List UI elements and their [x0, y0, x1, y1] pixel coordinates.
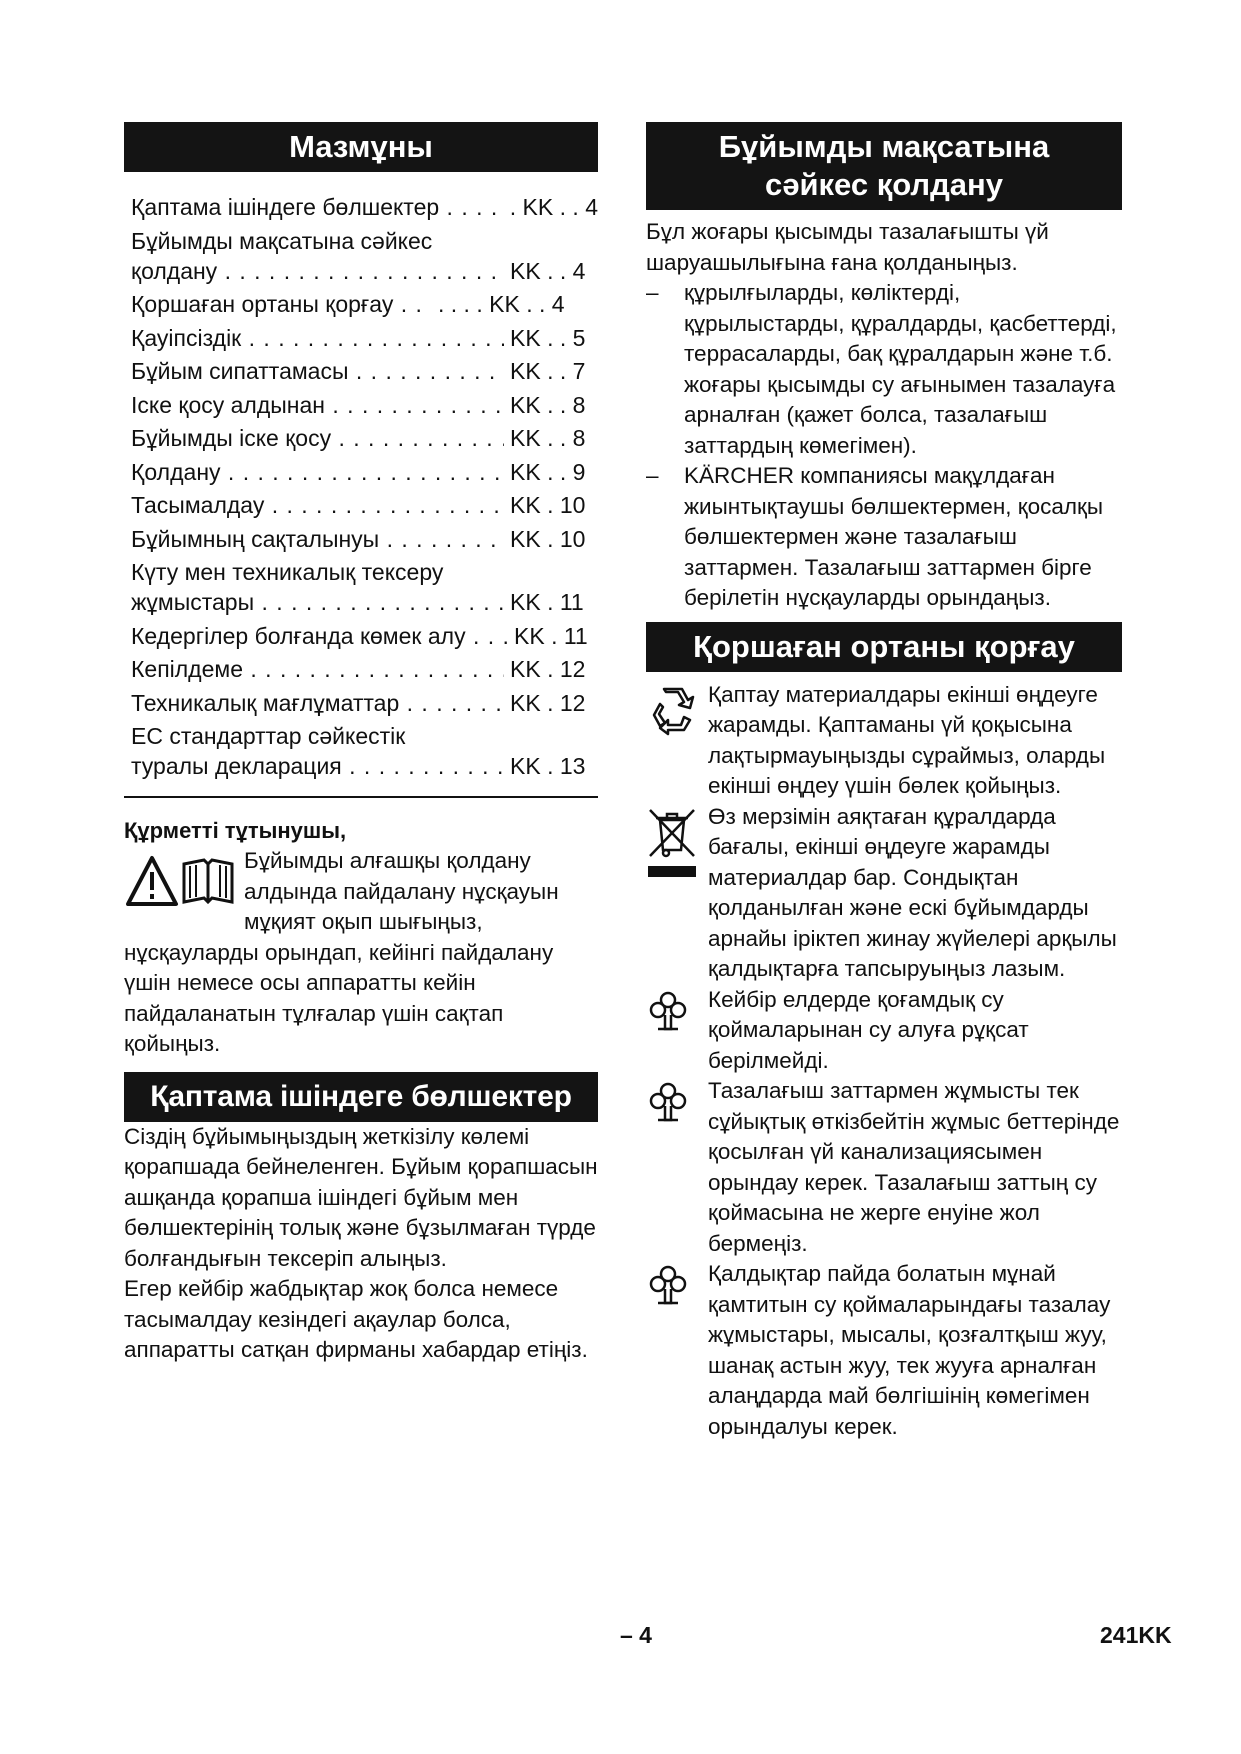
- env-item-weee: Өз мерзімін аяқтаған құралдарда бағалы, екінші өңдеуге жарамды материалдар бар. Сондықтан қолданылған және ескі бұйымдарды арнайы іріктеп жинау жүйелері арқылы қалдықтарға тапсыруыңыз лазым.: [646, 802, 1122, 985]
- toc-item[interactable]: Тасымалдау . . . KK . 10: [131, 490, 598, 520]
- left-column: [124, 122, 598, 1366]
- intro-block: [124, 846, 598, 1060]
- toc-item[interactable]: Бұйым сипаттамасы . . . KK . . 7: [131, 356, 598, 386]
- recycle-icon: [646, 684, 698, 736]
- warning-manual-icon: [124, 850, 238, 910]
- toc-item[interactable]: Қаптама ішіндеге бөлшектер . . . . KK . . 4: [131, 192, 598, 222]
- tree-icon: [646, 1080, 690, 1124]
- tree-icon: [646, 1263, 690, 1307]
- toc-item[interactable]: Техникалық мағлұматтар . . . KK . 12: [131, 688, 598, 718]
- intended-use-heading: Бұйымды мақсатына сәйкес қолдану: [646, 122, 1122, 210]
- toc-item[interactable]: ЕС стандарттар сәйкестік туралы декларация . . . KK . 13: [131, 721, 598, 781]
- toc-item[interactable]: Кедергілер болғанда көмек алу . . . KK . 11: [131, 621, 598, 651]
- toc-item[interactable]: Қауіпсіздік . . . KK . . 5: [131, 323, 598, 353]
- intro-text: Бұйымды алғашқы қолдану алдында пайдалану нұсқауын мұқият оқып шығыңыз, нұсқауларды орындап, кейінгі пайдалану үшін немесе осы аппаратты кейін пайдаланатын тұлғалар үшін сақтап қойыңыз.: [124, 848, 559, 1056]
- toc-item[interactable]: Іске қосу алдынан . . . KK . . 8: [131, 390, 598, 420]
- right-column: [646, 122, 1122, 1442]
- toc-item[interactable]: Қолдану . . . KK . . 9: [131, 457, 598, 487]
- divider: [124, 796, 598, 798]
- tree-icon: [646, 989, 690, 1033]
- greeting: Құрметті тұтынушы,: [124, 818, 347, 843]
- environment-heading: Қоршаған ортаны қорғау: [646, 622, 1122, 672]
- toc-heading: Мазмұны: [124, 122, 598, 172]
- list-item: – KÄRCHER компаниясы мақұлдаған жиынтықтаушы бөлшектермен, қосалқы бөлшектермен және тазалағыш заттармен. Тазалағыш заттармен бірге берілетін нұсқауларды орындаңыз.: [646, 463, 1104, 610]
- package-paragraph: Сіздің бұйымыңыздың жеткізілу көлемі қорапшада бейнеленген. Бұйым қорапшасын ашқанда қорапша ішіндегі бұйым мен бөлшектерінің толық және бұзылмаған түрде болғандығын тексеріп алыңыз.: [124, 1123, 598, 1271]
- toc-item[interactable]: Қоршаған ортаны қорғау . . . . . . . KK . . 4: [131, 289, 598, 319]
- toc-item[interactable]: Күту мен техникалық тексеру жұмыстары . . . KK . 11: [131, 557, 598, 617]
- env-item-detergent: Тазалағыш заттармен жұмысты тек сұйықтық өткізбейтін жұмыс беттерінде қосылған үй канализациясымен орындау керек. Тазалағыш заттың су қоймасына не жерге енуіне жол бермеңіз.: [646, 1076, 1122, 1259]
- list-item: – құрылғыларды, көліктерді, құрылыстарды, құралдарды, қасбеттерді, террасаларды, бақ құралдарын және т.б. жоғары қысымды су ағынымен тазалауға арналған (қажет болса, тазалағыш заттардың көмегімен).: [646, 280, 1117, 458]
- package-heading: Қаптама ішіндеге бөлшектер: [124, 1072, 598, 1122]
- toc-item[interactable]: Бұйымды іске қосу . . . KK . . 8: [131, 423, 598, 453]
- page-number: – 4: [620, 1622, 652, 1648]
- toc-item[interactable]: Кепілдеме . . . KK . 12: [131, 654, 598, 684]
- env-item-oil: Қалдықтар пайда болатын мұнай қамтитын су қоймаларындағы тазалау жұмыстары, мысалы, қозғалтқыш жуу, шанақ астын жуу, тек жууға арналған алаңдарда май бөлгішінің көмегімен орындалуы керек.: [646, 1259, 1122, 1442]
- crossed-bin-icon: [646, 806, 698, 882]
- env-item-recycle: Қаптау материалдары екінші өңдеуге жарамды. Қаптаманы үй қоқысына лақтырмауыңызды сұраймыз, оларды екінші өңдеу үшін бөлек қойыңыз.: [646, 680, 1122, 802]
- toc-item[interactable]: Бұйымның сақталынуы . . . KK . 10: [131, 524, 598, 554]
- toc-item[interactable]: Бұйымды мақсатына сәйкес қолдану . . . KK . . 4: [131, 226, 598, 286]
- intended-use-paragraph: Бұл жоғары қысымды тазалағышты үй шаруашылығына ғана қолданыңыз.: [646, 219, 1049, 275]
- document-code: 241KK: [1100, 1622, 1172, 1648]
- package-paragraph: Егер кейбір жабдықтар жоқ болса немесе тасымалдау кезіндегі ақаулар болса, аппаратты сатқан фирманы хабардар етіңіз.: [124, 1276, 588, 1362]
- table-of-contents: [131, 192, 598, 781]
- env-item-water: Кейбір елдерде қоғамдық су қоймаларынан су алуға рұқсат берілмейді.: [646, 985, 1122, 1077]
